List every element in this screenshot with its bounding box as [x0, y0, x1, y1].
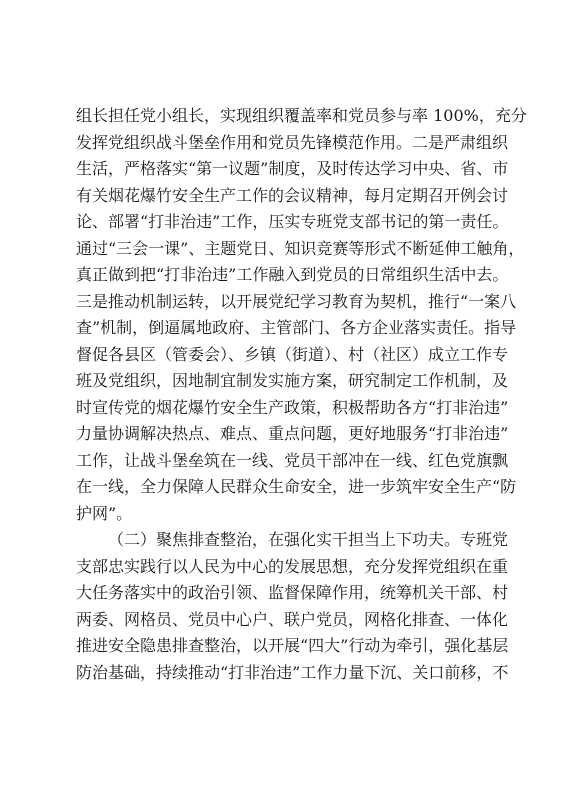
text-line: 推进安全隐患排查整治，以开展“四大”行动为牵引，强化基层 — [76, 636, 509, 655]
text-line: 三是推动机制运转，以开展党纪学习教育为契机，推行“一案八 — [76, 291, 517, 311]
text-line: 防治基础，持续推动“打非治违”工作力量下沉、关口前移，不 — [76, 662, 509, 682]
text-line: 支部忠实践行以人民为中心的发展思想，充分发挥党组织在重 — [76, 556, 509, 576]
text-line: 力量协调解决热点、难点、重点问题，更好地服务“打非治违” — [76, 424, 509, 443]
body-text — [76, 103, 527, 686]
text-line: 发挥党组织战斗堡垒作用和党员先锋模范作用。二是严肃组织 — [76, 132, 509, 152]
text-line: 生活，严格落实“第一议题”制度，及时传达学习中央、省、市 — [76, 159, 509, 178]
text-line: 有关烟花爆竹安全生产工作的会议精神，每月定期召开例会讨 — [76, 185, 509, 205]
text-line: 真正做到把“打非治违”工作融入到党员的日常组织生活中去。 — [76, 265, 509, 284]
text-line: 时宣传党的烟花爆竹安全生产政策，积极帮助各方“打非治违” — [76, 397, 509, 417]
text-line: 两委、网格员、党员中心户、联户党员，网格化排查、一体化 — [76, 609, 509, 629]
text-line: 督促各县区（管委会）、乡镇（街道）、村（社区）成立工作专 — [76, 344, 509, 364]
text-line: 组长担任党小组长，实现组织覆盖率和党员参与率 100%，充分 — [76, 106, 527, 125]
text-line: 大任务落实中的政治引领、监督保障作用，统筹机关干部、村 — [76, 583, 509, 602]
text-line: 工作，让战斗堡垒筑在一线、党员干部冲在一线、红色党旗飘 — [76, 450, 509, 470]
text-line: 班及党组织，因地制宜制发实施方案，研究制定工作机制，及 — [76, 371, 509, 390]
text-line: 护网”。 — [76, 503, 133, 523]
text-line: 在一线，全力保障人民群众生命安全，进一步筑牢安全生产“防 — [76, 477, 517, 496]
text-line: 查”机制，倒逼属地政府、主管部门、各方企业落实责任。指导 — [76, 318, 517, 337]
text-line: 论、部署“打非治违”工作，压实专班党支部书记的第一责任。 — [76, 212, 509, 231]
text-line: 通过“三会一课”、主题党日、知识竞赛等形式不断延伸工触角， — [76, 238, 525, 258]
section-heading-line: （二）聚焦排查整治，在强化实干担当上下功夫。专班党 — [108, 530, 509, 549]
